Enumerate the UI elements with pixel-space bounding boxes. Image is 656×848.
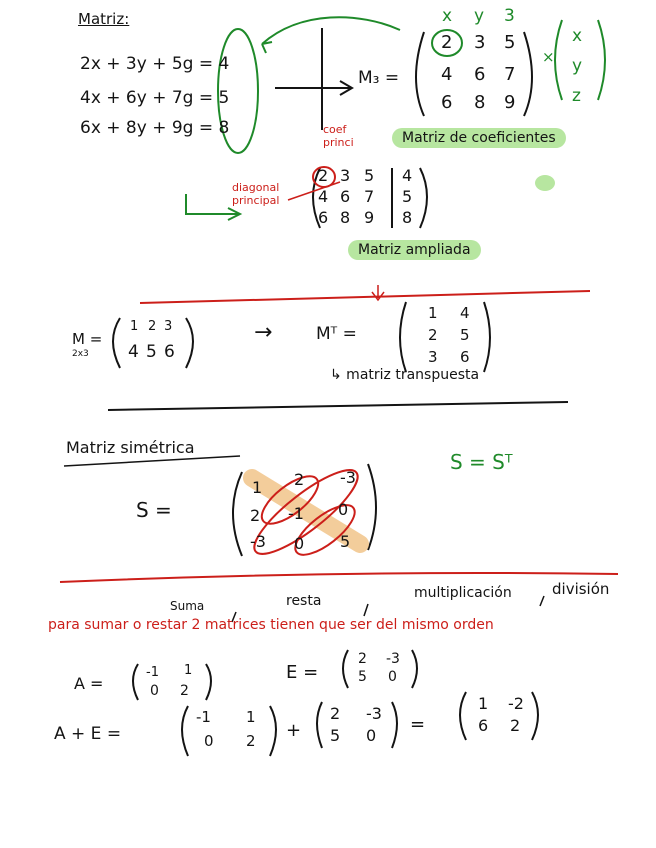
- aug-cell: 4: [402, 166, 413, 185]
- mt-label: Mᵀ =: [316, 324, 357, 344]
- symmetric-relation: S = Sᵀ: [450, 450, 513, 474]
- m-order: 2x3: [72, 349, 89, 359]
- equation-2: 4x + 6y + 7g = 5: [80, 88, 230, 108]
- aug-cell: 3: [340, 166, 351, 185]
- aug-cell: 8: [402, 208, 413, 227]
- s-cell: -1: [288, 504, 304, 523]
- e-cell: 5: [358, 669, 367, 685]
- s-cell: 5: [340, 532, 351, 551]
- vector-y: y: [572, 56, 583, 76]
- m3-cell: 3: [474, 32, 486, 53]
- a-label: A =: [74, 674, 104, 693]
- aug-cell: 4: [318, 187, 329, 206]
- sum-left-cell: 0: [204, 732, 214, 750]
- m3-cell: 5: [504, 32, 516, 53]
- e-cell: -3: [386, 651, 400, 667]
- sum-left-cell: 2: [246, 732, 256, 750]
- aug-cell: 5: [402, 187, 413, 206]
- sum-right-cell: 5: [330, 726, 341, 745]
- green-dot: [535, 175, 555, 191]
- m-cell: 4: [128, 342, 139, 362]
- aug-cell: 7: [364, 187, 375, 206]
- aug-cell: 9: [364, 208, 375, 227]
- black-separator: [108, 402, 568, 410]
- e-cell: 2: [358, 651, 367, 667]
- s-cell: 0: [338, 500, 349, 519]
- col-header-y: y: [474, 6, 485, 26]
- s-cell: 1: [252, 478, 263, 497]
- transpose-arrow: →: [254, 320, 273, 345]
- e-label: E =: [286, 662, 319, 683]
- coef-principal-note: coef princi: [323, 123, 354, 149]
- vector-z: z: [572, 86, 581, 106]
- sum-rule: para sumar o restar 2 matrices tienen que ser del mismo orden: [48, 617, 494, 633]
- sum-left-cell: -1: [196, 708, 211, 726]
- symmetric-title: Matriz simétrica: [66, 438, 195, 457]
- mt-cell: 2: [428, 326, 438, 344]
- m-label: M =: [72, 330, 103, 348]
- aug-cell: 5: [364, 166, 375, 185]
- plus-sign: +: [286, 720, 302, 741]
- m3-cell: 2: [441, 32, 453, 53]
- m3-cell: 6: [441, 92, 453, 113]
- equation-3: 6x + 8y + 9g = 8: [80, 118, 230, 138]
- op-multiply: multiplicación: [414, 585, 512, 601]
- col-header-x: x: [442, 6, 453, 26]
- m-cell: 1: [130, 319, 139, 334]
- a-cell: 2: [180, 683, 189, 699]
- s-label: S =: [136, 498, 172, 522]
- result-cell: 6: [478, 716, 489, 735]
- result-cell: -2: [508, 694, 524, 713]
- m-cell: 5: [146, 342, 157, 362]
- times-sign: ×: [542, 48, 555, 66]
- sum-right-cell: 0: [366, 726, 377, 745]
- sum-left-cell: 1: [246, 708, 256, 726]
- diagonal-note: diagonal principal: [232, 181, 280, 207]
- coef-matrix-label: Matriz de coeficientes: [392, 128, 566, 148]
- a-cell: 0: [150, 683, 159, 699]
- a-cell: 1: [184, 663, 193, 678]
- equation-1: 2x + 3y + 5g = 4: [80, 54, 230, 74]
- m-cell: 2: [148, 319, 157, 334]
- sum-right-cell: -3: [366, 704, 382, 723]
- e-cell: 0: [388, 669, 397, 685]
- s-cell: -3: [340, 468, 356, 487]
- s-cell: 0: [294, 534, 305, 553]
- section1-title: Matriz:: [78, 10, 130, 28]
- curved-arrow: [262, 17, 400, 44]
- a-cell: -1: [146, 665, 159, 680]
- op-divide: división: [552, 580, 610, 598]
- result-cell: 1: [478, 694, 489, 713]
- m3-cell: 7: [504, 64, 516, 85]
- op-sum: Suma: [170, 599, 205, 613]
- result-cell: 2: [510, 716, 521, 735]
- aug-cell: 8: [340, 208, 351, 227]
- m-cell: 6: [164, 342, 175, 362]
- mt-cell: 1: [428, 304, 438, 322]
- sum-right-cell: 2: [330, 704, 341, 723]
- mt-cell: 6: [460, 348, 470, 366]
- m3-cell: 9: [504, 92, 516, 113]
- s-cell: -3: [250, 532, 266, 551]
- sum-label: A + E =: [54, 724, 122, 744]
- mt-cell: 5: [460, 326, 470, 344]
- aug-cell: 2: [318, 166, 329, 185]
- aug-cell: 6: [340, 187, 351, 206]
- m3-cell: 4: [441, 64, 453, 85]
- s-cell: 2: [294, 470, 305, 489]
- red-separator-1: [140, 291, 590, 303]
- s-cell: 2: [250, 506, 261, 525]
- m3-cell: 8: [474, 92, 486, 113]
- col-header-3: 3: [504, 6, 515, 26]
- equals-sign: =: [410, 714, 426, 735]
- transpose-note: ↳ matriz transpuesta: [330, 367, 480, 383]
- m3-cell: 6: [474, 64, 486, 85]
- m3-label: M₃ =: [358, 68, 400, 88]
- mt-cell: 3: [428, 348, 438, 366]
- vector-x: x: [572, 26, 583, 46]
- aug-cell: 6: [318, 208, 329, 227]
- op-subtract: resta: [286, 593, 322, 609]
- mt-cell: 4: [460, 304, 470, 322]
- augmented-matrix-label: Matriz ampliada: [348, 240, 481, 260]
- arrow-to-matrix: [275, 81, 352, 95]
- red-separator-2: [60, 573, 618, 582]
- m-cell: 3: [164, 319, 173, 334]
